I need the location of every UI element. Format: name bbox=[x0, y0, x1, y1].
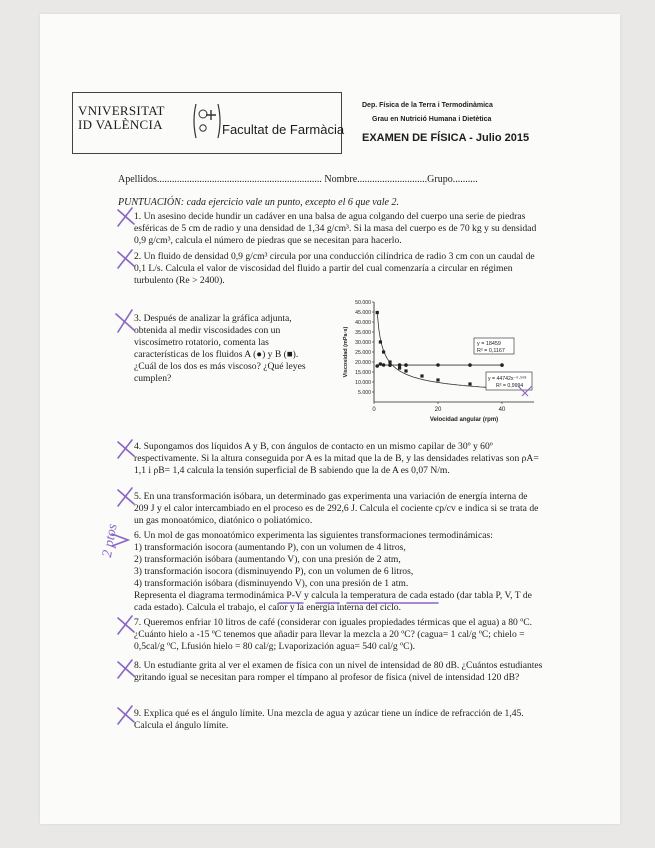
question-6-step: 3) transformación isocora (disminuyendo P), con un volumen de 6 litros, bbox=[134, 566, 414, 577]
question-6-step: 4) transformación isóbara (disminuyendo V), con una presión de 1 atm. bbox=[134, 578, 409, 589]
x-tick-label: 0 bbox=[372, 407, 376, 413]
y-tick-label: 35.000 bbox=[355, 330, 371, 336]
series-b-point bbox=[420, 374, 423, 377]
series-b-point bbox=[388, 360, 391, 363]
series-a-point bbox=[375, 364, 379, 368]
question-7: 7. Queremos enfriar 10 litros de café (considerar con iguales propiedades térmicas que el agua) a 80 ºC. ¿Cuánto hielo a -15 ºC tenemos que añadir para llevar la mezcla a 20 ºC? (cagua= 1 cal/g ºC; chielo = 0,5cal/g ºC, Lfusión hielo = 80 cal/g; Lvaporización agua= 540 cal/g ºC). bbox=[134, 617, 533, 652]
y-tick-label: 20.000 bbox=[355, 360, 371, 366]
series-b-point bbox=[404, 369, 407, 372]
viscosity-chart bbox=[340, 296, 540, 432]
university-logo-text: VNIVERSITAT ID VALÈNCIA bbox=[78, 103, 165, 132]
series-b-point bbox=[398, 366, 401, 369]
question-8: 8. Un estudiante grita al ver el examen de física con un nivel de intensidad de 80 dB. ¿Cuántos estudiantes gritando igual se necesitan para romper el tímpano al profesor de física (nivel de intensidad 120 dB? bbox=[134, 660, 543, 683]
series-a-point bbox=[500, 363, 504, 367]
scoring-note: PUNTUACIÓN: cada ejercicio vale un punto, excepto el 6 que vale 2. bbox=[118, 197, 399, 208]
series-b-point bbox=[436, 378, 439, 381]
series-a-fit-r2: R² = 0,1167 bbox=[477, 348, 505, 354]
y-tick-label: 15.000 bbox=[355, 370, 371, 376]
degree-name: Grau en Nutrició Humana i Dietètica bbox=[372, 116, 492, 123]
y-tick-label: 40.000 bbox=[355, 320, 371, 326]
question-6-end: Representa el diagrama termodinámica P-V y calcula la temperatura de cada estado (dar tabla P, V, T de cada estado). Calcula el trabajo, el calor y la energía interna del ciclo. bbox=[134, 590, 532, 613]
university-seal-icon bbox=[192, 102, 222, 140]
x-tick-label: 20 bbox=[434, 407, 442, 413]
question-9: 9. Explica qué es el ángulo límite. Una mezcla de agua y azúcar tiene un índice de refracción de 1,45. Calcula el ángulo límite. bbox=[134, 708, 524, 731]
question-6-step: 2) transformación isóbara (aumentando V), con una presión de 2 atm, bbox=[134, 554, 401, 565]
handwritten-note: 2 ptos bbox=[100, 522, 121, 559]
series-a-point bbox=[404, 363, 408, 367]
series-a-point bbox=[382, 363, 386, 367]
series-b-point bbox=[379, 340, 382, 343]
series-b-fit-equation: y = 44742x⁻⁰·⁵⁰⁸ bbox=[488, 376, 527, 382]
y-tick-label: 10.000 bbox=[355, 380, 371, 386]
series-a-point bbox=[398, 363, 402, 367]
y-tick-label: 50.000 bbox=[355, 300, 371, 306]
y-axis-label: Viscosidad (mPa·s) bbox=[343, 326, 349, 378]
question-6-step: 1) transformación isocora (aumentando P), con un volumen de 4 litros, bbox=[134, 542, 406, 553]
question-6-intro: 6. Un mol de gas monoatómico experimenta las siguientes transformaciones termodinámicas: bbox=[134, 530, 493, 541]
y-tick-label: 30.000 bbox=[355, 340, 371, 346]
exam-title: EXAMEN DE FÍSICA - Julio 2015 bbox=[362, 132, 530, 144]
question-2: 2. Un fluido de densidad 0,9 g/cm³ circula por una conducción cilíndrica de radio 3 cm con un caudal de 0,1 L/s. Calcula el valor de viscosidad del fluido a partir del cual comenzaría a circular en régimen turbulento (Re > 2400). bbox=[134, 251, 535, 286]
question-1: 1. Un asesino decide hundir un cadáver en una balsa de agua colgando del cuerpo una serie de piedras esféricas de 5 cm de radio y una densidad de 1,34 g/cm³. Si la masa del cuerpo es de 70 kg y su densidad 0,9 g/cm³, calcula el número de piedras que se necesitan para hacerlo. bbox=[134, 211, 537, 246]
y-tick-label: 25.000 bbox=[355, 350, 371, 356]
y-tick-label: 45.000 bbox=[355, 310, 371, 316]
student-info-line: Apellidos.................................................................. Nombre............................Grupo.......... bbox=[118, 174, 478, 185]
y-tick-label: 5.000 bbox=[358, 390, 371, 396]
faculty-name: Facultat de Farmàcia bbox=[222, 122, 345, 137]
question-4: 4. Supongamos dos líquidos A y B, con ángulos de contacto en un mismo capilar de 30º y 60º respectivamente. Si la altura conseguida por A es la mitad que la de B, y las densidades relativas son ρA= 1,1 i ρB= 1,4 calcula la tensión superficial de B sabiendo que la de A es 0,07 N/m. bbox=[134, 441, 539, 476]
series-a-point bbox=[436, 363, 440, 367]
series-a-point bbox=[379, 362, 383, 366]
series-b-fit-r2: R² = 0,9994 bbox=[496, 383, 524, 389]
question-3: 3. Después de analizar la gráfica adjunta, obtenida al medir viscosidades con un viscosímetro rotatorio, comenta las características de los fluidos A (●) y B (■). ¿Cuál de los dos es más viscoso? ¿Qué leyes cumplen? bbox=[134, 313, 306, 384]
series-b-point bbox=[468, 382, 471, 385]
series-a-fit-equation: y = 18459 bbox=[477, 341, 501, 347]
x-tick-label: 40 bbox=[498, 407, 506, 413]
series-b-point bbox=[382, 350, 385, 353]
series-b-point bbox=[376, 311, 379, 314]
question-5: 5. En una transformación isóbara, un determinado gas experimenta una variación de energía interna de 209 J y el calor intercambiado en el proceso es de 292,6 J. Calcula el cociente cp/cv e indica si se trata de un gas monoatómico, diatónico o poliatómico. bbox=[134, 491, 539, 526]
question-6 bbox=[134, 530, 544, 614]
x-axis-label: Velocidad angular (rpm) bbox=[429, 417, 499, 423]
department-name: Dep. Física de la Terra i Termodinàmica bbox=[362, 102, 493, 109]
chart-labels bbox=[343, 300, 532, 423]
series-a-point bbox=[468, 363, 472, 367]
